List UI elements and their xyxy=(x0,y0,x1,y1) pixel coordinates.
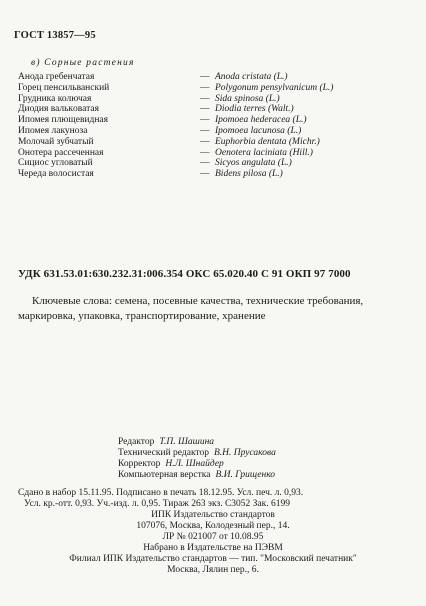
dash: — xyxy=(200,158,210,169)
plant-russian-name: Череда волосистая xyxy=(18,169,94,180)
dash: — xyxy=(200,82,210,93)
dash: — xyxy=(200,136,210,147)
plant-russian-name: Ипомея плющевидная xyxy=(18,115,109,126)
plant-latin-name: Euphorbia dentata (Michr.) xyxy=(215,136,320,147)
dash: — xyxy=(200,93,210,104)
plant-russian-name: Ипомея лакунoзa xyxy=(18,125,88,136)
publisher-name: ИПК Издательство стандартов xyxy=(151,510,275,520)
staff-role: Корректор xyxy=(118,459,161,469)
plant-russian-name: Анода гребенчатая xyxy=(18,72,95,82)
staff-name: Т.П. Шашина xyxy=(159,437,215,447)
branch-line: Филиал ИПК Издательство стандартов — тип. "Московский печатник" xyxy=(69,554,357,564)
list-item xyxy=(18,94,418,105)
plant-russian-name: Онотера рассеченная xyxy=(18,147,104,158)
staff-role: Компьютерная верстка xyxy=(118,470,211,480)
dash: — xyxy=(200,125,210,136)
dash: — xyxy=(200,104,210,115)
keywords-paragraph: Ключевые слова: семена, посевные качества, технические требования, маркировка, упаковка, транспортирование, хранение xyxy=(18,295,364,322)
dash: — xyxy=(200,169,210,180)
branch-address: Москва, Лялин пер., 6. xyxy=(167,565,259,575)
section-title: в) Сорные растения xyxy=(31,58,135,68)
typeset-line: Набрано в Издательстве на ПЭВМ xyxy=(143,543,283,553)
staff-role: Редактор xyxy=(118,437,155,447)
plant-latin-name: Ipomoea hederacea (L.) xyxy=(215,115,307,126)
print-details-line: Сдано в набор 15.11.95. Подписано в печать 18.12.95. Усл. печ. л. 0,93. xyxy=(18,488,304,498)
list-item xyxy=(18,158,418,169)
plant-russian-name: Молочай зубчатый xyxy=(18,136,94,147)
plant-russian-name: Сициос угловатый xyxy=(18,158,93,169)
list-item xyxy=(18,72,418,83)
plant-latin-name: Oenotera laciniata (Hill.) xyxy=(215,147,313,158)
plant-latin-name: Sida spinosa (L.) xyxy=(215,93,280,104)
dash: — xyxy=(200,115,210,126)
plant-latin-name: Ipomoea lacunosa (L.) xyxy=(215,125,302,136)
staff-name: В.Н. Прусакова xyxy=(213,448,276,458)
list-item xyxy=(18,115,418,126)
weed-list xyxy=(18,72,418,180)
editorial-staff xyxy=(118,437,276,481)
plant-russian-name: Горец пенсильванский xyxy=(18,82,110,93)
staff-row xyxy=(118,448,276,459)
staff-row xyxy=(118,459,276,470)
staff-name: В.И. Грищенко xyxy=(215,470,276,480)
license-line: ЛР № 021007 от 10.08.95 xyxy=(162,532,264,542)
dash: — xyxy=(200,72,210,82)
plant-latin-name: Sicyos angulata (L.) xyxy=(215,158,292,169)
list-item xyxy=(18,104,418,115)
standard-header: ГОСТ 13857—95 xyxy=(14,30,96,41)
plant-latin-name: Bidens pilosa (L.) xyxy=(215,169,283,180)
list-item xyxy=(18,83,418,94)
list-item xyxy=(18,137,418,148)
print-details-line: Усл. кр.-отт. 0,93. Уч.-изд. л. 0,95. Тираж 263 экз. С3052 Зак. 6199 xyxy=(24,499,290,509)
list-item xyxy=(18,148,418,159)
plant-latin-name: Diodia terres (Walt.) xyxy=(215,104,294,115)
udc-classification: УДК 631.53.01:630.232.31:006.354 ОКС 65.020.40 С 91 ОКП 97 7000 xyxy=(18,268,351,280)
plant-latin-name: Polygonum pensylvanicum (L.) xyxy=(215,82,334,93)
list-item xyxy=(18,169,418,180)
dash: — xyxy=(200,147,210,158)
staff-row xyxy=(118,437,276,448)
staff-row xyxy=(118,470,276,481)
list-item xyxy=(18,126,418,137)
staff-name: Н.Л. Шнайдер xyxy=(165,459,224,469)
imprint-block xyxy=(18,488,408,576)
plant-latin-name: Anoda cristata (L.) xyxy=(215,72,288,82)
plant-russian-name: Грудника колючая xyxy=(18,93,92,104)
publisher-address: 107076, Москва, Колодезный пер., 14. xyxy=(136,521,290,531)
staff-role: Технический редактор xyxy=(118,448,209,458)
plant-russian-name: Диодия валькoватая xyxy=(18,104,99,115)
